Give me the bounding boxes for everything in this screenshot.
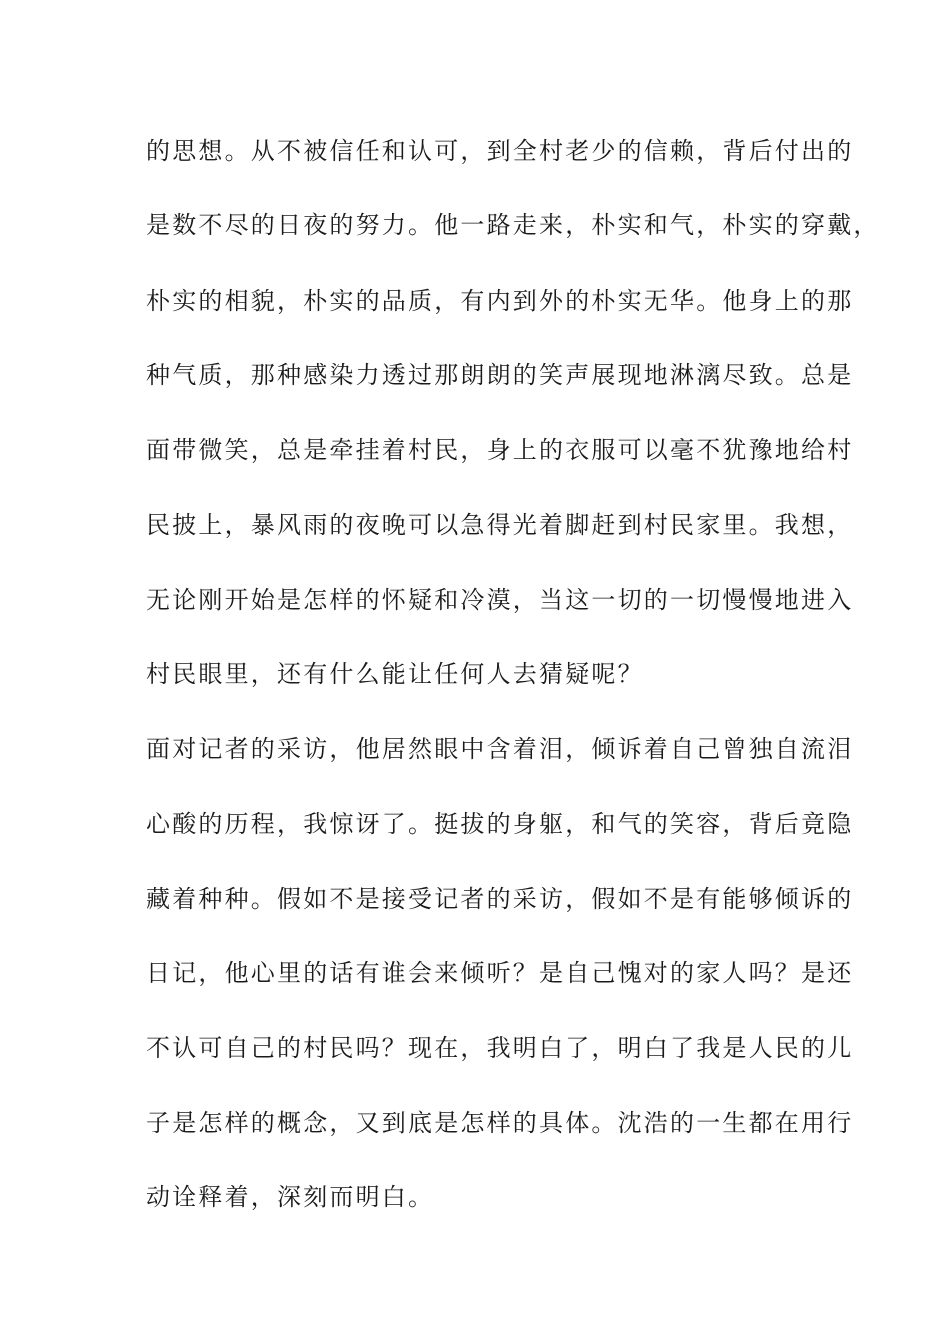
text-line: 种气质，那种感染力透过那朗朗的笑声展现地淋漓尽致。总是 [146, 361, 854, 389]
text-line: 动诠释着，深刻而明白。 [146, 1183, 435, 1211]
text-line: 是数不尽的日夜的努力。他一路走来，朴实和气，朴实的穿戴， [146, 211, 880, 239]
text-line: 不认可自己的村民吗？现在，我明白了，明白了我是人民的儿 [146, 1034, 854, 1062]
text-line: 子是怎样的概念，又到底是怎样的具体。沈浩的一生都在用行 [146, 1109, 854, 1137]
text-line: 藏着种种。假如不是接受记者的采访，假如不是有能够倾诉的 [146, 885, 854, 913]
text-line: 村民眼里，还有什么能让任何人去猜疑呢？ [146, 660, 644, 688]
text-line: 无论刚开始是怎样的怀疑和冷漠，当这一切的一切慢慢地进入 [146, 586, 854, 614]
text-line: 日记，他心里的话有谁会来倾听？是自己愧对的家人吗？是还 [146, 959, 854, 987]
text-line: 朴实的相貌，朴实的品质，有内到外的朴实无华。他身上的那 [146, 287, 854, 315]
text-line: 面带微笑，总是牵挂着村民，身上的衣服可以毫不犹豫地给村 [146, 436, 854, 464]
text-line: 民披上，暴风雨的夜晚可以急得光着脚赶到村民家里。我想， [146, 511, 854, 539]
text-line: 的思想。从不被信任和认可，到全村老少的信赖，背后付出的 [146, 137, 854, 165]
text-line: 面对记者的采访，他居然眼中含着泪，倾诉着自己曾独自流泪 [146, 735, 854, 763]
text-line: 心酸的历程，我惊讶了。挺拔的身躯，和气的笑容，背后竟隐 [146, 810, 854, 838]
